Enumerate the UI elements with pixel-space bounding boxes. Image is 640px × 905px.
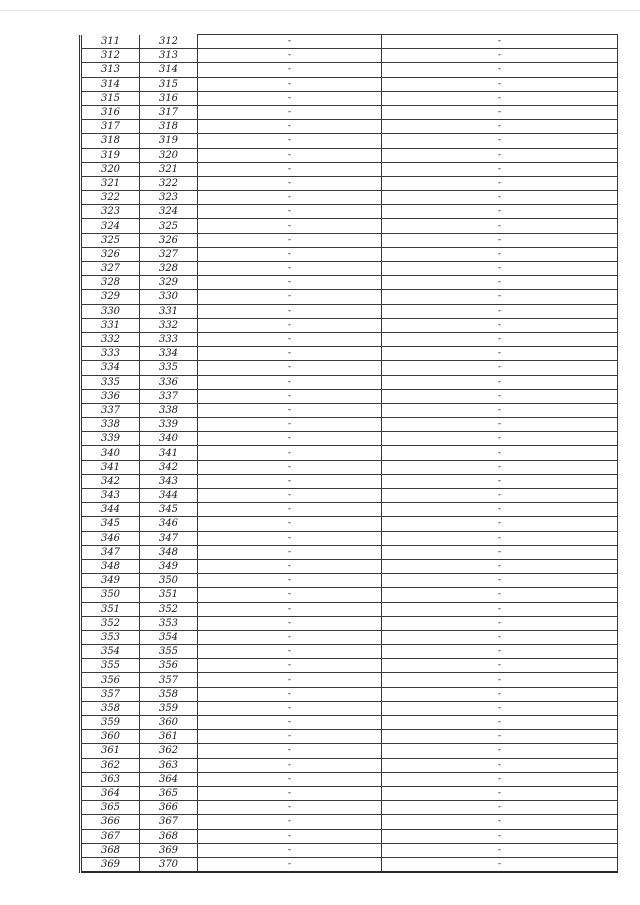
- cell-col-1: 322: [81, 191, 140, 205]
- cell-col-2: 363: [140, 758, 198, 772]
- cell-col-1: 354: [81, 645, 140, 659]
- cell-col-4: -: [382, 290, 618, 304]
- table-row: [81, 389, 618, 403]
- cell-col-2: 322: [140, 176, 198, 190]
- cell-col-1: 315: [81, 91, 140, 105]
- cell-col-1: 346: [81, 531, 140, 545]
- cell-col-1: 329: [81, 290, 140, 304]
- table-row: [81, 772, 618, 786]
- table-row: [81, 418, 618, 432]
- cell-col-2: 344: [140, 489, 198, 503]
- cell-col-2: 349: [140, 559, 198, 573]
- cell-col-4: -: [382, 687, 618, 701]
- cell-col-3: -: [198, 645, 382, 659]
- cell-col-2: 364: [140, 772, 198, 786]
- cell-col-2: 319: [140, 134, 198, 148]
- cell-col-1: 361: [81, 744, 140, 758]
- cell-col-1: 367: [81, 829, 140, 843]
- cell-col-4: -: [382, 49, 618, 63]
- table-row: [81, 545, 618, 559]
- cell-col-1: 363: [81, 772, 140, 786]
- cell-col-4: -: [382, 233, 618, 247]
- cell-col-2: 366: [140, 801, 198, 815]
- cell-col-4: -: [382, 205, 618, 219]
- table-row: [81, 630, 618, 644]
- cell-col-1: 341: [81, 460, 140, 474]
- cell-col-1: 349: [81, 574, 140, 588]
- cell-col-3: -: [198, 403, 382, 417]
- cell-col-2: 323: [140, 191, 198, 205]
- cell-col-1: 365: [81, 801, 140, 815]
- cell-col-2: 353: [140, 616, 198, 630]
- cell-col-2: 335: [140, 361, 198, 375]
- cell-col-4: -: [382, 786, 618, 800]
- cell-col-3: -: [198, 489, 382, 503]
- cell-col-3: -: [198, 801, 382, 815]
- cell-col-3: -: [198, 120, 382, 134]
- cell-col-3: -: [198, 602, 382, 616]
- cell-col-2: 333: [140, 332, 198, 346]
- cell-col-3: -: [198, 148, 382, 162]
- cell-col-4: -: [382, 418, 618, 432]
- table-row: [81, 77, 618, 91]
- cell-col-2: 331: [140, 304, 198, 318]
- cell-col-2: 362: [140, 744, 198, 758]
- cell-col-3: -: [198, 290, 382, 304]
- cell-col-4: -: [382, 489, 618, 503]
- cell-col-1: 368: [81, 843, 140, 857]
- cell-col-2: 368: [140, 829, 198, 843]
- cell-col-3: -: [198, 630, 382, 644]
- table-row: [81, 559, 618, 573]
- cell-col-4: -: [382, 616, 618, 630]
- cell-col-1: 340: [81, 446, 140, 460]
- cell-col-4: -: [382, 361, 618, 375]
- table-row: [81, 786, 618, 800]
- table-row: [81, 687, 618, 701]
- table-row: [81, 673, 618, 687]
- cell-col-4: -: [382, 829, 618, 843]
- cell-col-4: -: [382, 347, 618, 361]
- cell-col-4: -: [382, 332, 618, 346]
- table-row: [81, 645, 618, 659]
- cell-col-3: -: [198, 389, 382, 403]
- cell-col-2: 321: [140, 162, 198, 176]
- cell-col-3: -: [198, 105, 382, 119]
- cell-col-1: 314: [81, 77, 140, 91]
- table-row: [81, 361, 618, 375]
- cell-col-4: -: [382, 645, 618, 659]
- cell-col-4: -: [382, 588, 618, 602]
- cell-col-3: -: [198, 474, 382, 488]
- cell-col-4: -: [382, 77, 618, 91]
- cell-col-3: -: [198, 176, 382, 190]
- table-row: [81, 162, 618, 176]
- cell-col-4: -: [382, 815, 618, 829]
- cell-col-2: 338: [140, 403, 198, 417]
- cell-col-3: -: [198, 673, 382, 687]
- cell-col-1: 316: [81, 105, 140, 119]
- cell-col-3: -: [198, 361, 382, 375]
- cell-col-4: -: [382, 843, 618, 857]
- cell-col-1: 334: [81, 361, 140, 375]
- cell-col-1: 318: [81, 134, 140, 148]
- cell-col-2: 365: [140, 786, 198, 800]
- cell-col-4: -: [382, 744, 618, 758]
- cell-col-1: 331: [81, 318, 140, 332]
- cell-col-2: 342: [140, 460, 198, 474]
- table-row: [81, 843, 618, 857]
- cell-col-1: 351: [81, 602, 140, 616]
- cell-col-3: -: [198, 63, 382, 77]
- cell-col-4: -: [382, 517, 618, 531]
- cell-col-4: -: [382, 176, 618, 190]
- cell-col-1: 333: [81, 347, 140, 361]
- cell-col-3: -: [198, 77, 382, 91]
- cell-col-2: 360: [140, 716, 198, 730]
- table-row: [81, 332, 618, 346]
- table-row: [81, 701, 618, 715]
- cell-col-2: 340: [140, 432, 198, 446]
- cell-col-2: 358: [140, 687, 198, 701]
- table-row: [81, 531, 618, 545]
- cell-col-4: -: [382, 191, 618, 205]
- cell-col-4: -: [382, 701, 618, 715]
- table-row: [81, 815, 618, 829]
- cell-col-2: 314: [140, 63, 198, 77]
- cell-col-1: 319: [81, 148, 140, 162]
- cell-col-4: -: [382, 219, 618, 233]
- cell-col-4: -: [382, 63, 618, 77]
- cell-col-3: -: [198, 772, 382, 786]
- table-row: [81, 758, 618, 772]
- table-row: [81, 219, 618, 233]
- table-row: [81, 403, 618, 417]
- cell-col-2: 357: [140, 673, 198, 687]
- table-row: [81, 474, 618, 488]
- cell-col-3: -: [198, 432, 382, 446]
- cell-col-3: -: [198, 332, 382, 346]
- cell-col-4: -: [382, 446, 618, 460]
- table-row: [81, 503, 618, 517]
- cell-col-3: -: [198, 134, 382, 148]
- table-row: [81, 588, 618, 602]
- cell-col-4: -: [382, 432, 618, 446]
- table-row: [81, 290, 618, 304]
- table-row: [81, 120, 618, 134]
- cell-col-4: -: [382, 318, 618, 332]
- cell-col-3: -: [198, 687, 382, 701]
- table-row: [81, 191, 618, 205]
- cell-col-1: 339: [81, 432, 140, 446]
- cell-col-4: -: [382, 659, 618, 673]
- cell-col-4: -: [382, 772, 618, 786]
- cell-col-1: 342: [81, 474, 140, 488]
- cell-col-1: 343: [81, 489, 140, 503]
- cell-col-2: 325: [140, 219, 198, 233]
- cell-col-2: 312: [140, 35, 198, 49]
- table-row: [81, 432, 618, 446]
- table-row: [81, 716, 618, 730]
- cell-col-3: -: [198, 517, 382, 531]
- cell-col-1: 324: [81, 219, 140, 233]
- cell-col-1: 358: [81, 701, 140, 715]
- cell-col-1: 364: [81, 786, 140, 800]
- table-row: [81, 262, 618, 276]
- table-row: [81, 730, 618, 744]
- cell-col-3: -: [198, 531, 382, 545]
- cell-col-1: 355: [81, 659, 140, 673]
- cell-col-3: -: [198, 659, 382, 673]
- cell-col-3: -: [198, 446, 382, 460]
- cell-col-2: 336: [140, 375, 198, 389]
- cell-col-2: 359: [140, 701, 198, 715]
- cell-col-3: -: [198, 233, 382, 247]
- cell-col-2: 328: [140, 262, 198, 276]
- cell-col-2: 316: [140, 91, 198, 105]
- cell-col-3: -: [198, 460, 382, 474]
- table-row: [81, 829, 618, 843]
- cell-col-4: -: [382, 474, 618, 488]
- cell-col-2: 317: [140, 105, 198, 119]
- cell-col-1: 359: [81, 716, 140, 730]
- cell-col-3: -: [198, 815, 382, 829]
- cell-col-3: -: [198, 35, 382, 49]
- cell-col-4: -: [382, 630, 618, 644]
- cell-col-1: 360: [81, 730, 140, 744]
- cell-col-3: -: [198, 545, 382, 559]
- cell-col-1: 348: [81, 559, 140, 573]
- cell-col-3: -: [198, 276, 382, 290]
- cell-col-4: -: [382, 602, 618, 616]
- table-row: [81, 460, 618, 474]
- cell-col-2: 318: [140, 120, 198, 134]
- cell-col-1: 330: [81, 304, 140, 318]
- cell-col-4: -: [382, 531, 618, 545]
- cell-col-2: 330: [140, 290, 198, 304]
- cell-col-1: 336: [81, 389, 140, 403]
- cell-col-4: -: [382, 247, 618, 261]
- cell-col-3: -: [198, 786, 382, 800]
- table-row: [81, 233, 618, 247]
- table-body: [81, 35, 618, 873]
- cell-col-3: -: [198, 191, 382, 205]
- cell-col-1: 335: [81, 375, 140, 389]
- cell-col-2: 350: [140, 574, 198, 588]
- cell-col-4: -: [382, 460, 618, 474]
- table-row: [81, 105, 618, 119]
- cell-col-3: -: [198, 318, 382, 332]
- table-row: [81, 801, 618, 815]
- cell-col-3: -: [198, 219, 382, 233]
- cell-col-3: -: [198, 843, 382, 857]
- cell-col-2: 315: [140, 77, 198, 91]
- cell-col-3: -: [198, 730, 382, 744]
- cell-col-2: 345: [140, 503, 198, 517]
- cell-col-4: -: [382, 276, 618, 290]
- table-row: [81, 318, 618, 332]
- cell-col-2: 334: [140, 347, 198, 361]
- cell-col-3: -: [198, 304, 382, 318]
- table-row: [81, 574, 618, 588]
- table-row: [81, 446, 618, 460]
- cell-col-2: 352: [140, 602, 198, 616]
- cell-col-3: -: [198, 559, 382, 573]
- cell-col-1: 311: [81, 35, 140, 49]
- cell-col-2: 370: [140, 857, 198, 872]
- table-row: [81, 616, 618, 630]
- cell-col-4: -: [382, 375, 618, 389]
- cell-col-2: 369: [140, 843, 198, 857]
- cell-col-1: 323: [81, 205, 140, 219]
- cell-col-1: 357: [81, 687, 140, 701]
- cell-col-2: 332: [140, 318, 198, 332]
- cell-col-3: -: [198, 744, 382, 758]
- table-row: [81, 489, 618, 503]
- cell-col-2: 324: [140, 205, 198, 219]
- cell-col-4: -: [382, 503, 618, 517]
- table-row: [81, 205, 618, 219]
- cell-col-4: -: [382, 134, 618, 148]
- table-row: [81, 134, 618, 148]
- cell-col-2: 341: [140, 446, 198, 460]
- data-table: [79, 34, 618, 873]
- cell-col-4: -: [382, 389, 618, 403]
- table-row: [81, 375, 618, 389]
- page-top-rule: [0, 10, 640, 11]
- cell-col-4: -: [382, 105, 618, 119]
- cell-col-2: 326: [140, 233, 198, 247]
- cell-col-1: 328: [81, 276, 140, 290]
- cell-col-1: 317: [81, 120, 140, 134]
- cell-col-2: 320: [140, 148, 198, 162]
- cell-col-2: 327: [140, 247, 198, 261]
- cell-col-2: 367: [140, 815, 198, 829]
- cell-col-4: -: [382, 162, 618, 176]
- cell-col-2: 361: [140, 730, 198, 744]
- cell-col-3: -: [198, 49, 382, 63]
- cell-col-4: -: [382, 559, 618, 573]
- cell-col-1: 350: [81, 588, 140, 602]
- cell-col-1: 345: [81, 517, 140, 531]
- cell-col-1: 338: [81, 418, 140, 432]
- cell-col-4: -: [382, 91, 618, 105]
- cell-col-3: -: [198, 574, 382, 588]
- table-row: [81, 49, 618, 63]
- table-row: [81, 148, 618, 162]
- table-row: [81, 91, 618, 105]
- cell-col-1: 344: [81, 503, 140, 517]
- table-row: [81, 176, 618, 190]
- cell-col-2: 329: [140, 276, 198, 290]
- cell-col-1: 321: [81, 176, 140, 190]
- cell-col-2: 339: [140, 418, 198, 432]
- cell-col-3: -: [198, 857, 382, 872]
- cell-col-2: 347: [140, 531, 198, 545]
- cell-col-4: -: [382, 730, 618, 744]
- cell-col-3: -: [198, 205, 382, 219]
- cell-col-3: -: [198, 418, 382, 432]
- cell-col-3: -: [198, 616, 382, 630]
- cell-col-4: -: [382, 673, 618, 687]
- cell-col-2: 343: [140, 474, 198, 488]
- cell-col-4: -: [382, 148, 618, 162]
- cell-col-4: -: [382, 120, 618, 134]
- cell-col-4: -: [382, 801, 618, 815]
- cell-col-3: -: [198, 347, 382, 361]
- cell-col-4: -: [382, 758, 618, 772]
- table-row: [81, 63, 618, 77]
- cell-col-1: 347: [81, 545, 140, 559]
- cell-col-2: 337: [140, 389, 198, 403]
- table-row: [81, 857, 618, 872]
- cell-col-2: 356: [140, 659, 198, 673]
- cell-col-1: 320: [81, 162, 140, 176]
- cell-col-4: -: [382, 857, 618, 872]
- cell-col-2: 355: [140, 645, 198, 659]
- cell-col-1: 312: [81, 49, 140, 63]
- cell-col-1: 325: [81, 233, 140, 247]
- table-row: [81, 276, 618, 290]
- cell-col-1: 369: [81, 857, 140, 872]
- table-row: [81, 602, 618, 616]
- cell-col-3: -: [198, 375, 382, 389]
- cell-col-3: -: [198, 162, 382, 176]
- cell-col-2: 313: [140, 49, 198, 63]
- cell-col-3: -: [198, 701, 382, 715]
- cell-col-1: 332: [81, 332, 140, 346]
- cell-col-3: -: [198, 247, 382, 261]
- table-row: [81, 659, 618, 673]
- cell-col-1: 366: [81, 815, 140, 829]
- cell-col-3: -: [198, 262, 382, 276]
- cell-col-3: -: [198, 588, 382, 602]
- cell-col-4: -: [382, 716, 618, 730]
- table-row: [81, 744, 618, 758]
- cell-col-1: 327: [81, 262, 140, 276]
- cell-col-3: -: [198, 503, 382, 517]
- cell-col-2: 346: [140, 517, 198, 531]
- cell-col-3: -: [198, 716, 382, 730]
- cell-col-4: -: [382, 304, 618, 318]
- cell-col-1: 353: [81, 630, 140, 644]
- cell-col-4: -: [382, 262, 618, 276]
- cell-col-4: -: [382, 574, 618, 588]
- cell-col-1: 326: [81, 247, 140, 261]
- cell-col-2: 354: [140, 630, 198, 644]
- cell-col-1: 337: [81, 403, 140, 417]
- cell-col-2: 351: [140, 588, 198, 602]
- table-row: [81, 35, 618, 49]
- cell-col-1: 313: [81, 63, 140, 77]
- cell-col-3: -: [198, 91, 382, 105]
- cell-col-1: 352: [81, 616, 140, 630]
- table-row: [81, 304, 618, 318]
- table-row: [81, 517, 618, 531]
- cell-col-1: 356: [81, 673, 140, 687]
- cell-col-2: 348: [140, 545, 198, 559]
- cell-col-4: -: [382, 403, 618, 417]
- cell-col-4: -: [382, 545, 618, 559]
- table-row: [81, 347, 618, 361]
- cell-col-4: -: [382, 35, 618, 49]
- table-row: [81, 247, 618, 261]
- cell-col-3: -: [198, 758, 382, 772]
- cell-col-1: 362: [81, 758, 140, 772]
- cell-col-3: -: [198, 829, 382, 843]
